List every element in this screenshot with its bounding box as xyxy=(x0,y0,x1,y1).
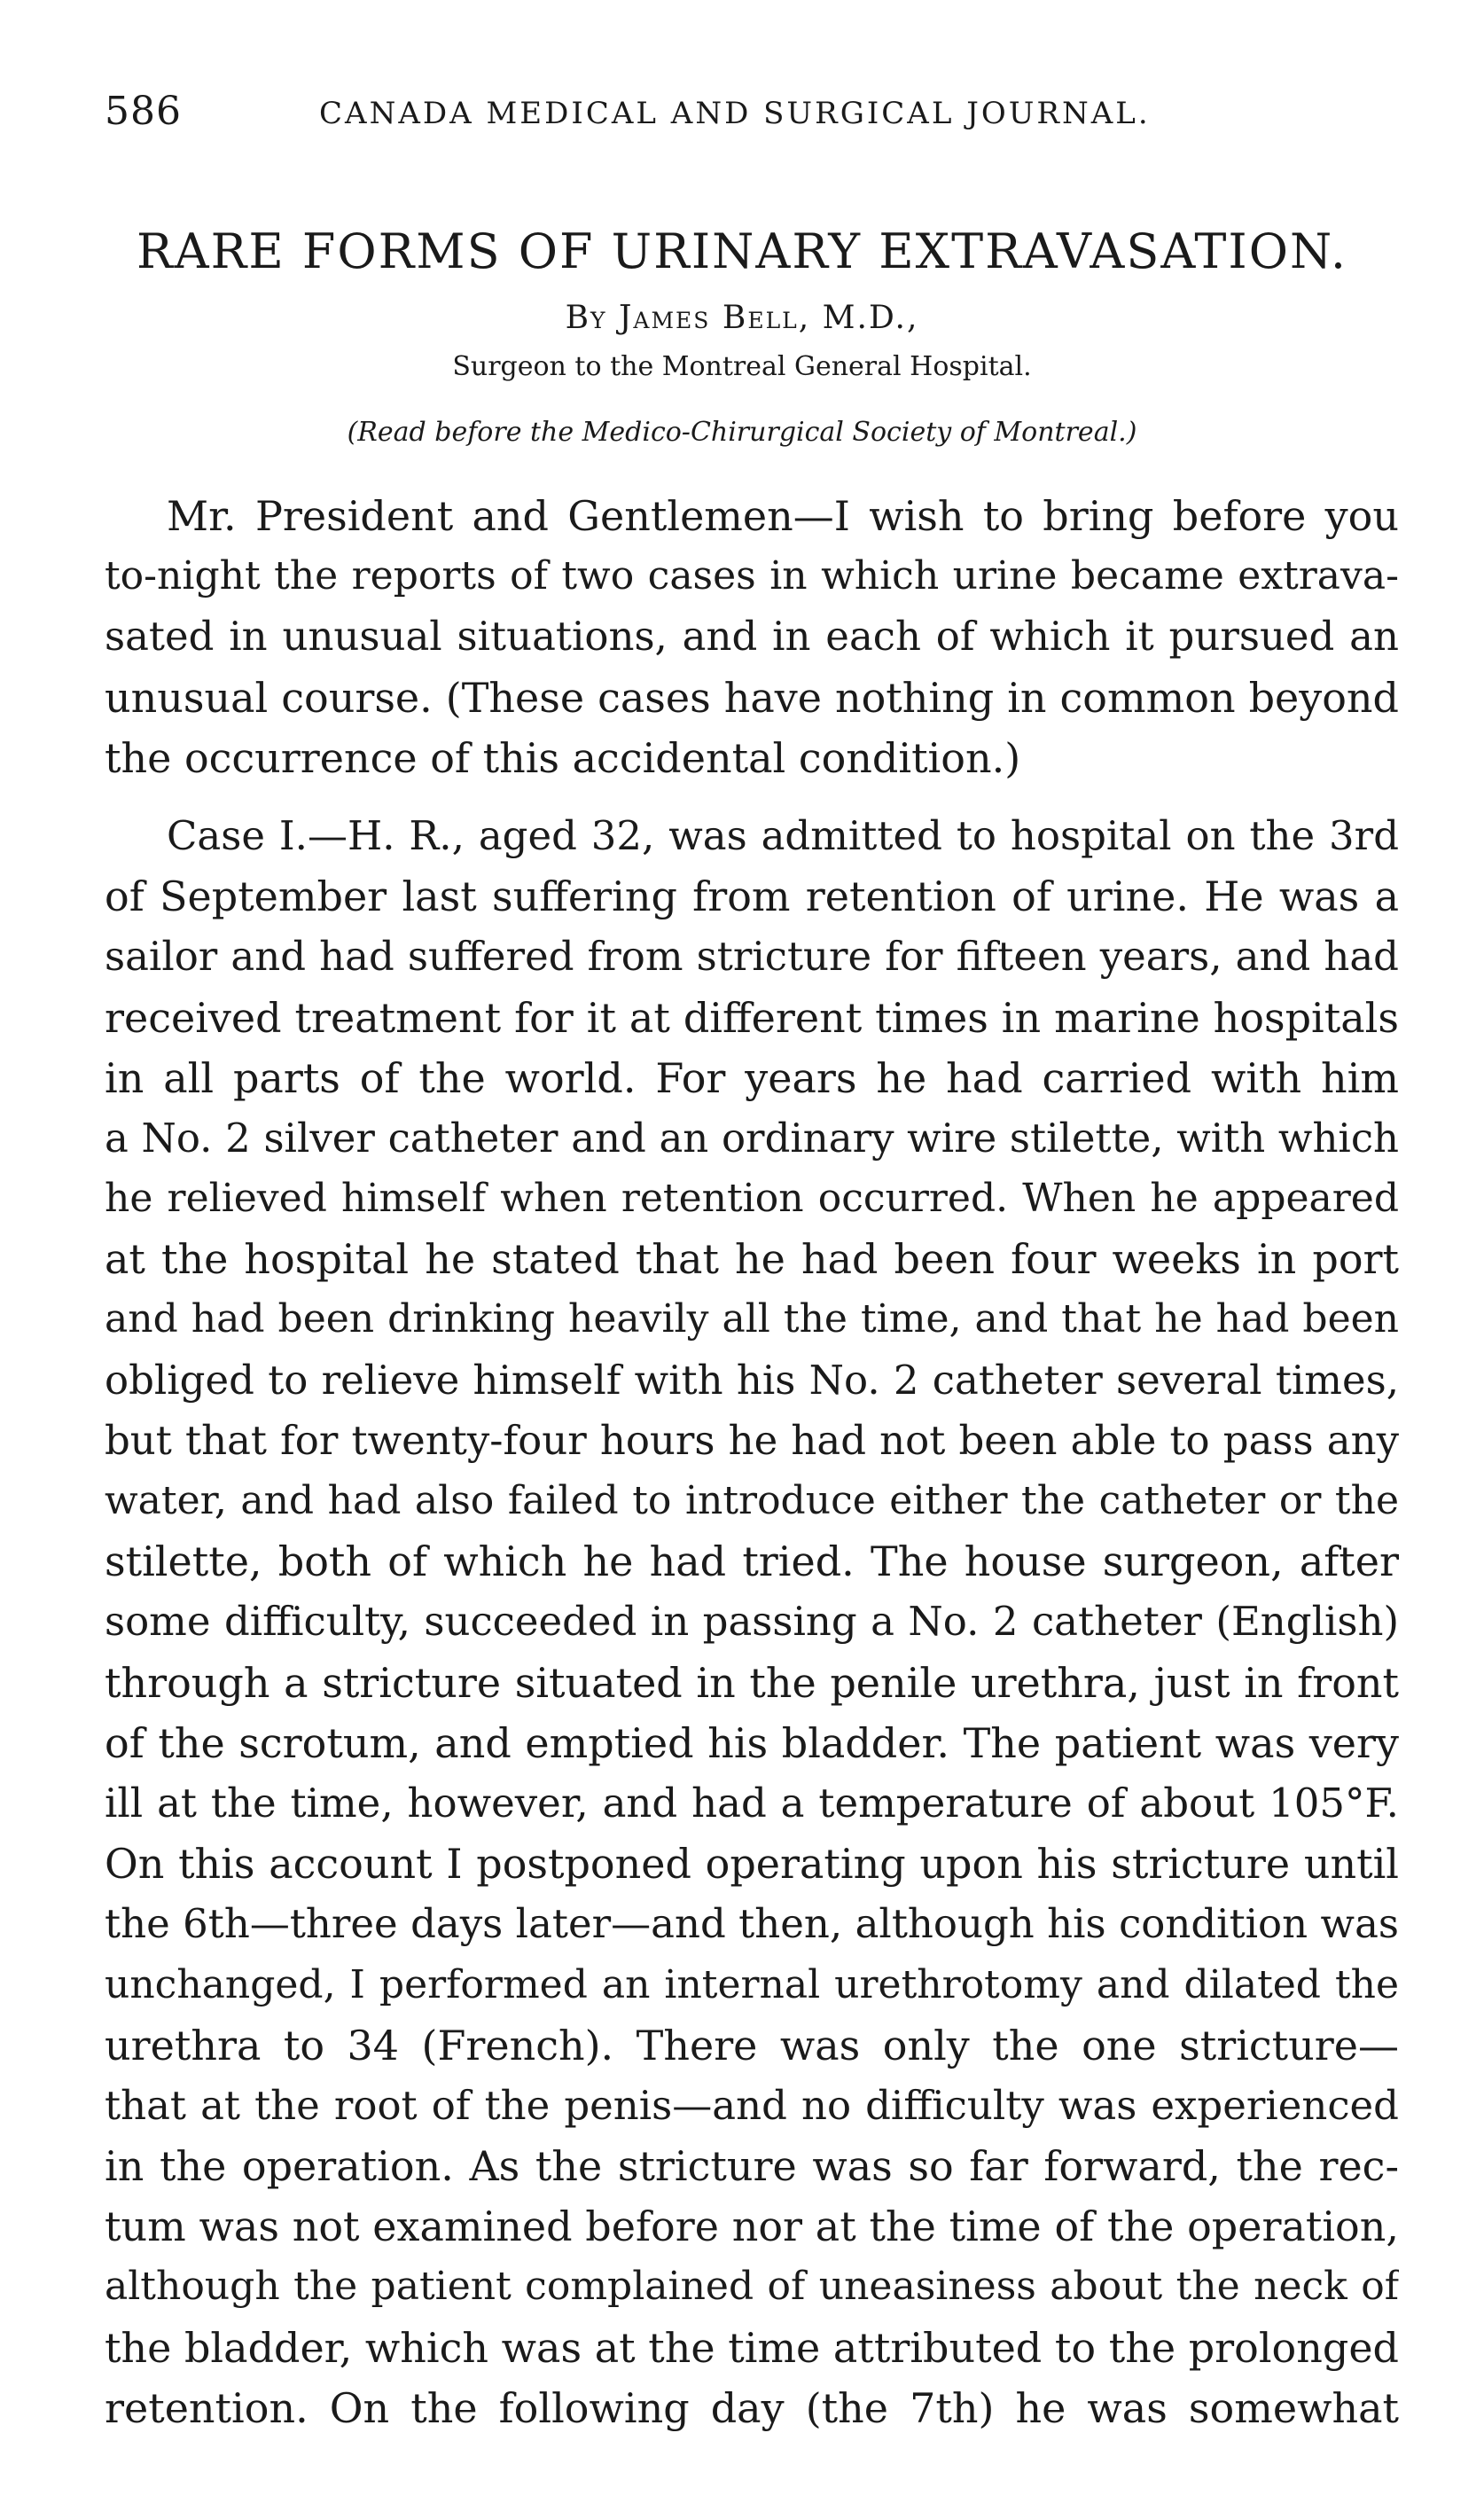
text-line: On this account I postponed operating upon his stricture until xyxy=(105,1840,1399,1889)
text-line: Case I.—H. R., aged 32, was admitted to hospital on the 3rd xyxy=(167,811,1399,859)
running-head: CANADA MEDICAL AND SURGICAL JOURNAL. xyxy=(319,96,1151,131)
text-line: some difficulty, succeeded in passing a No. 2 catheter (English) xyxy=(105,1598,1399,1646)
text-line: of September last suffering from retention of urine. He was a xyxy=(105,872,1399,921)
article-title: RARE FORMS OF URINARY EXTRAVASATION. xyxy=(137,223,1347,279)
text-line: water, and had also failed to introduce either the catheter or the xyxy=(105,1478,1399,1523)
page-header xyxy=(105,89,1399,160)
text-line: the bladder, which was at the time attributed to the prolonged xyxy=(105,2323,1399,2372)
text-line: the 6th—three days later—and then, although his condition was xyxy=(105,1900,1399,1948)
text-line: and had been drinking heavily all the time, and that he had been xyxy=(105,1296,1399,1342)
text-line: ill at the time, however, and had a temperature of about 105°F. xyxy=(105,1779,1399,1827)
text-line: Mr. President and Gentlemen—I wish to bring before you xyxy=(167,492,1399,540)
paragraph-case-one xyxy=(105,806,1399,2438)
text-line: he relieved himself when retention occurred. When he appeared xyxy=(105,1176,1399,1222)
text-line: in the operation. As the stricture was so far forward, the rec- xyxy=(105,2142,1399,2191)
text-line: through a stricture situated in the penile urethra, just in front xyxy=(105,1658,1399,1707)
reading-note: (Read before the Medico-Chirurgical Society of Montreal.) xyxy=(347,417,1137,448)
text-line: received treatment for it at different times in marine hospitals xyxy=(105,993,1399,1042)
text-line: of the scrotum, and emptied his bladder. The patient was very xyxy=(105,1718,1399,1767)
text-line: urethra to 34 (French). There was only the one stricture— xyxy=(105,2021,1399,2069)
text-line: that at the root of the penis—and no difficulty was experienced xyxy=(105,2081,1399,2129)
text-line: tum was not examined before nor at the time of the operation, xyxy=(105,2202,1399,2251)
text-line: although the patient complained of uneasiness about the neck of xyxy=(105,2264,1399,2310)
text-line: a No. 2 silver catheter and an ordinary wire stilette, with which xyxy=(105,1114,1399,1162)
text-line: sated in unusual situations, and in each of which it pursued an xyxy=(105,613,1399,661)
text-line: unchanged, I performed an internal urethrotomy and dilated the xyxy=(105,1961,1399,2007)
page-number: 586 xyxy=(105,89,182,134)
text-line: in all parts of the world. For years he had carried with him xyxy=(105,1053,1399,1102)
article-body xyxy=(105,486,1399,2438)
article-author: By James Bell, M.D., xyxy=(565,300,919,336)
text-line: sailor and had suffered from stricture for fifteen years, and had xyxy=(105,933,1399,981)
text-line: to-night the reports of two cases in which urine became extrava- xyxy=(105,553,1399,599)
paragraph-spacer xyxy=(105,788,1399,806)
text-line: but that for twenty-four hours he had not been able to pass any xyxy=(105,1416,1399,1464)
text-line: retention. On the following day (the 7th) he was somewhat xyxy=(105,2383,1399,2432)
author-affiliation: Surgeon to the Montreal General Hospital. xyxy=(452,351,1032,382)
text-line: stilette, both of which he had tried. The house surgeon, after xyxy=(105,1537,1399,1586)
text-line: unusual course. (These cases have nothing in common beyond xyxy=(105,673,1399,722)
text-line: at the hospital he stated that he had been four weeks in port xyxy=(105,1235,1399,1284)
text-line: obliged to relieve himself with his No. 2 catheter several times, xyxy=(105,1356,1399,1404)
text-line: the occurrence of this accidental condition.) xyxy=(105,733,1021,782)
paragraph-introduction xyxy=(105,486,1399,788)
